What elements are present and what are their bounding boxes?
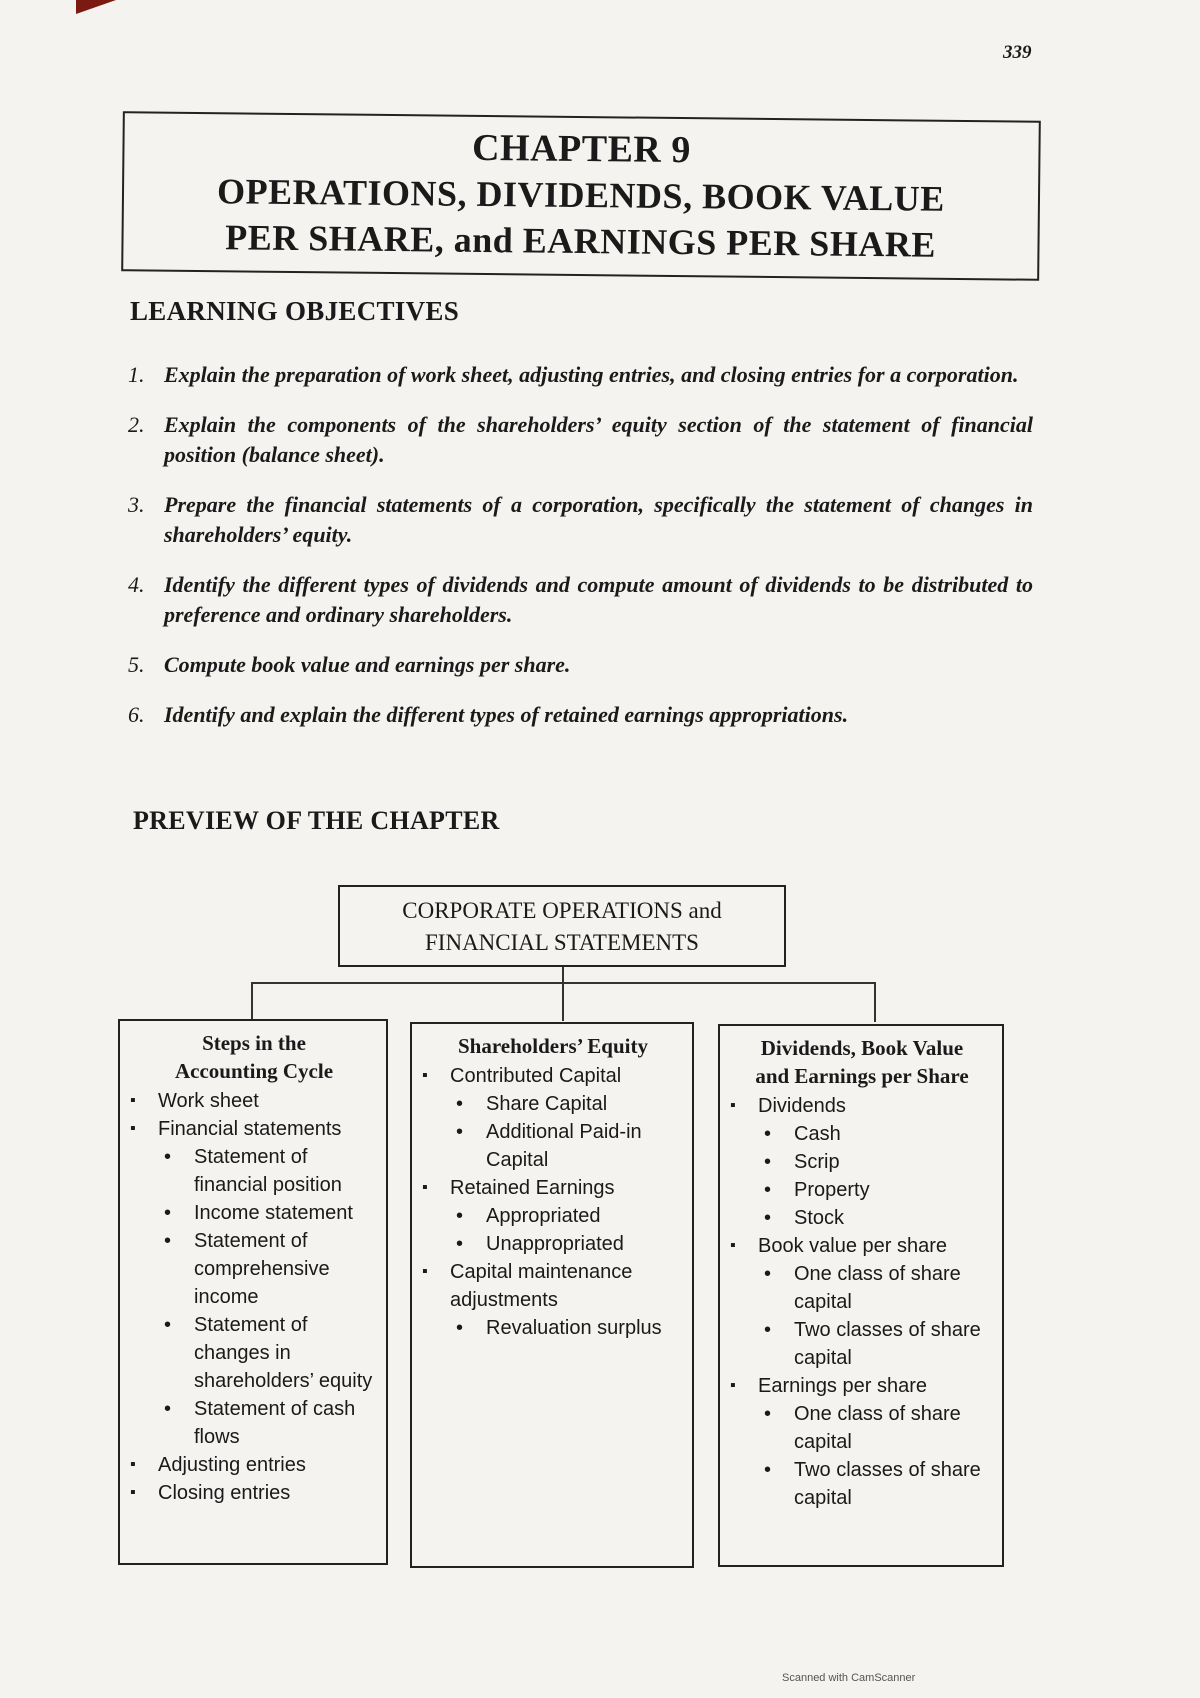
sub-list-item: • One class of share capital	[760, 1260, 996, 1316]
connector-right	[874, 982, 876, 1022]
connector-left	[251, 982, 253, 1020]
sub-list-item: • Two classes of share capital	[760, 1456, 996, 1512]
page-corner-mark	[76, 0, 116, 14]
column-title: Shareholders’ Equity	[457, 1034, 648, 1058]
sub-list-item: • Stock	[760, 1204, 996, 1232]
learning-objectives-list	[128, 360, 1033, 750]
list-item: ▪ Contributed Capital • Share Capital • Additional Paid-in Capital	[420, 1062, 686, 1174]
sub-list-item: • Share Capital	[452, 1090, 686, 1118]
sub-list-item: • Statement of changes in shareholders’ equity	[160, 1311, 380, 1395]
column-title: Dividends, Book Value and Earnings per Share	[755, 1036, 969, 1088]
list-item: ▪ Adjusting entries	[128, 1451, 380, 1479]
column-accounting-cycle	[118, 1019, 388, 1565]
list-item: ▪ Earnings per share • One class of share capital • Two classes of share capital	[728, 1372, 996, 1512]
learning-objectives-heading: LEARNING OBJECTIVES	[130, 296, 460, 326]
sub-list-item: • Two classes of share capital	[760, 1316, 996, 1372]
list-item: ▪ Dividends • Cash • Scrip • Property • Stock	[728, 1092, 996, 1232]
sub-list-item: • Scrip	[760, 1148, 996, 1176]
connector-horizontal	[251, 982, 876, 984]
objective-item: 6. Identify and explain the different types of retained earnings appropriations.	[128, 702, 849, 727]
root-line-1: CORPORATE OPERATIONS and	[402, 898, 722, 923]
chapter-title-line-1: OPERATIONS, DIVIDENDS, BOOK VALUE	[216, 171, 946, 219]
page-number: 339	[1003, 42, 1032, 63]
list-item: ▪ Retained Earnings • Appropriated • Unappropriated	[420, 1174, 686, 1258]
objective-item: 2. Explain the components of the shareholders’ equity section of the statement of financial position (balance sheet).	[128, 412, 1033, 467]
list-item: ▪ Book value per share • One class of share capital • Two classes of share capital	[728, 1232, 996, 1372]
objective-item: 5. Compute book value and earnings per share.	[128, 652, 571, 677]
sub-list-item: • Income statement	[160, 1199, 380, 1227]
diagram-root-box	[338, 885, 786, 967]
connector-center	[562, 967, 564, 1021]
sub-list-item: • Additional Paid-in Capital	[452, 1118, 686, 1174]
column-shareholders-equity	[410, 1022, 694, 1568]
sub-list-item: • Cash	[760, 1120, 996, 1148]
scanner-watermark: Scanned with CamScanner	[782, 1672, 916, 1684]
column-dividends-book-value	[718, 1024, 1004, 1567]
sub-list-item: • Appropriated	[452, 1202, 686, 1230]
objective-item: 3. Prepare the financial statements of a corporation, specifically the statement of changes in shareholders’ equity.	[128, 492, 1033, 547]
list-item: ▪ Work sheet	[128, 1087, 380, 1115]
sub-list-item: • Unappropriated	[452, 1230, 686, 1258]
chapter-title-line-2: PER SHARE, and EARNINGS PER SHARE	[225, 217, 937, 265]
chapter-title-box	[121, 111, 1041, 281]
sub-list-item: • Property	[760, 1176, 996, 1204]
sub-list-item: • Revaluation surplus	[452, 1314, 686, 1342]
chapter-number: CHAPTER 9	[471, 126, 692, 172]
list-item: ▪ Financial statements • Statement of financial position • Income statement • Statement of comprehensive income • Statement of changes in shareholders’ equity • Statement of cash flows	[128, 1115, 380, 1451]
column-title: Steps in the Accounting Cycle	[174, 1031, 334, 1083]
sub-list-item: • One class of share capital	[760, 1400, 996, 1456]
list-item: ▪ Capital maintenance adjustments • Revaluation surplus	[420, 1258, 686, 1342]
preview-heading: PREVIEW OF THE CHAPTER	[133, 806, 500, 835]
list-item: ▪ Closing entries	[128, 1479, 380, 1507]
root-line-2: FINANCIAL STATEMENTS	[425, 930, 699, 955]
sub-list-item: • Statement of financial position	[160, 1143, 380, 1199]
objective-item: 4. Identify the different types of dividends and compute amount of dividends to be distributed to preference and ordinary shareholders.	[128, 572, 1033, 627]
sub-list-item: • Statement of cash flows	[160, 1395, 380, 1451]
sub-list-item: • Statement of comprehensive income	[160, 1227, 380, 1311]
objective-item: 1. Explain the preparation of work sheet, adjusting entries, and closing entries for a corporation.	[128, 362, 1019, 387]
